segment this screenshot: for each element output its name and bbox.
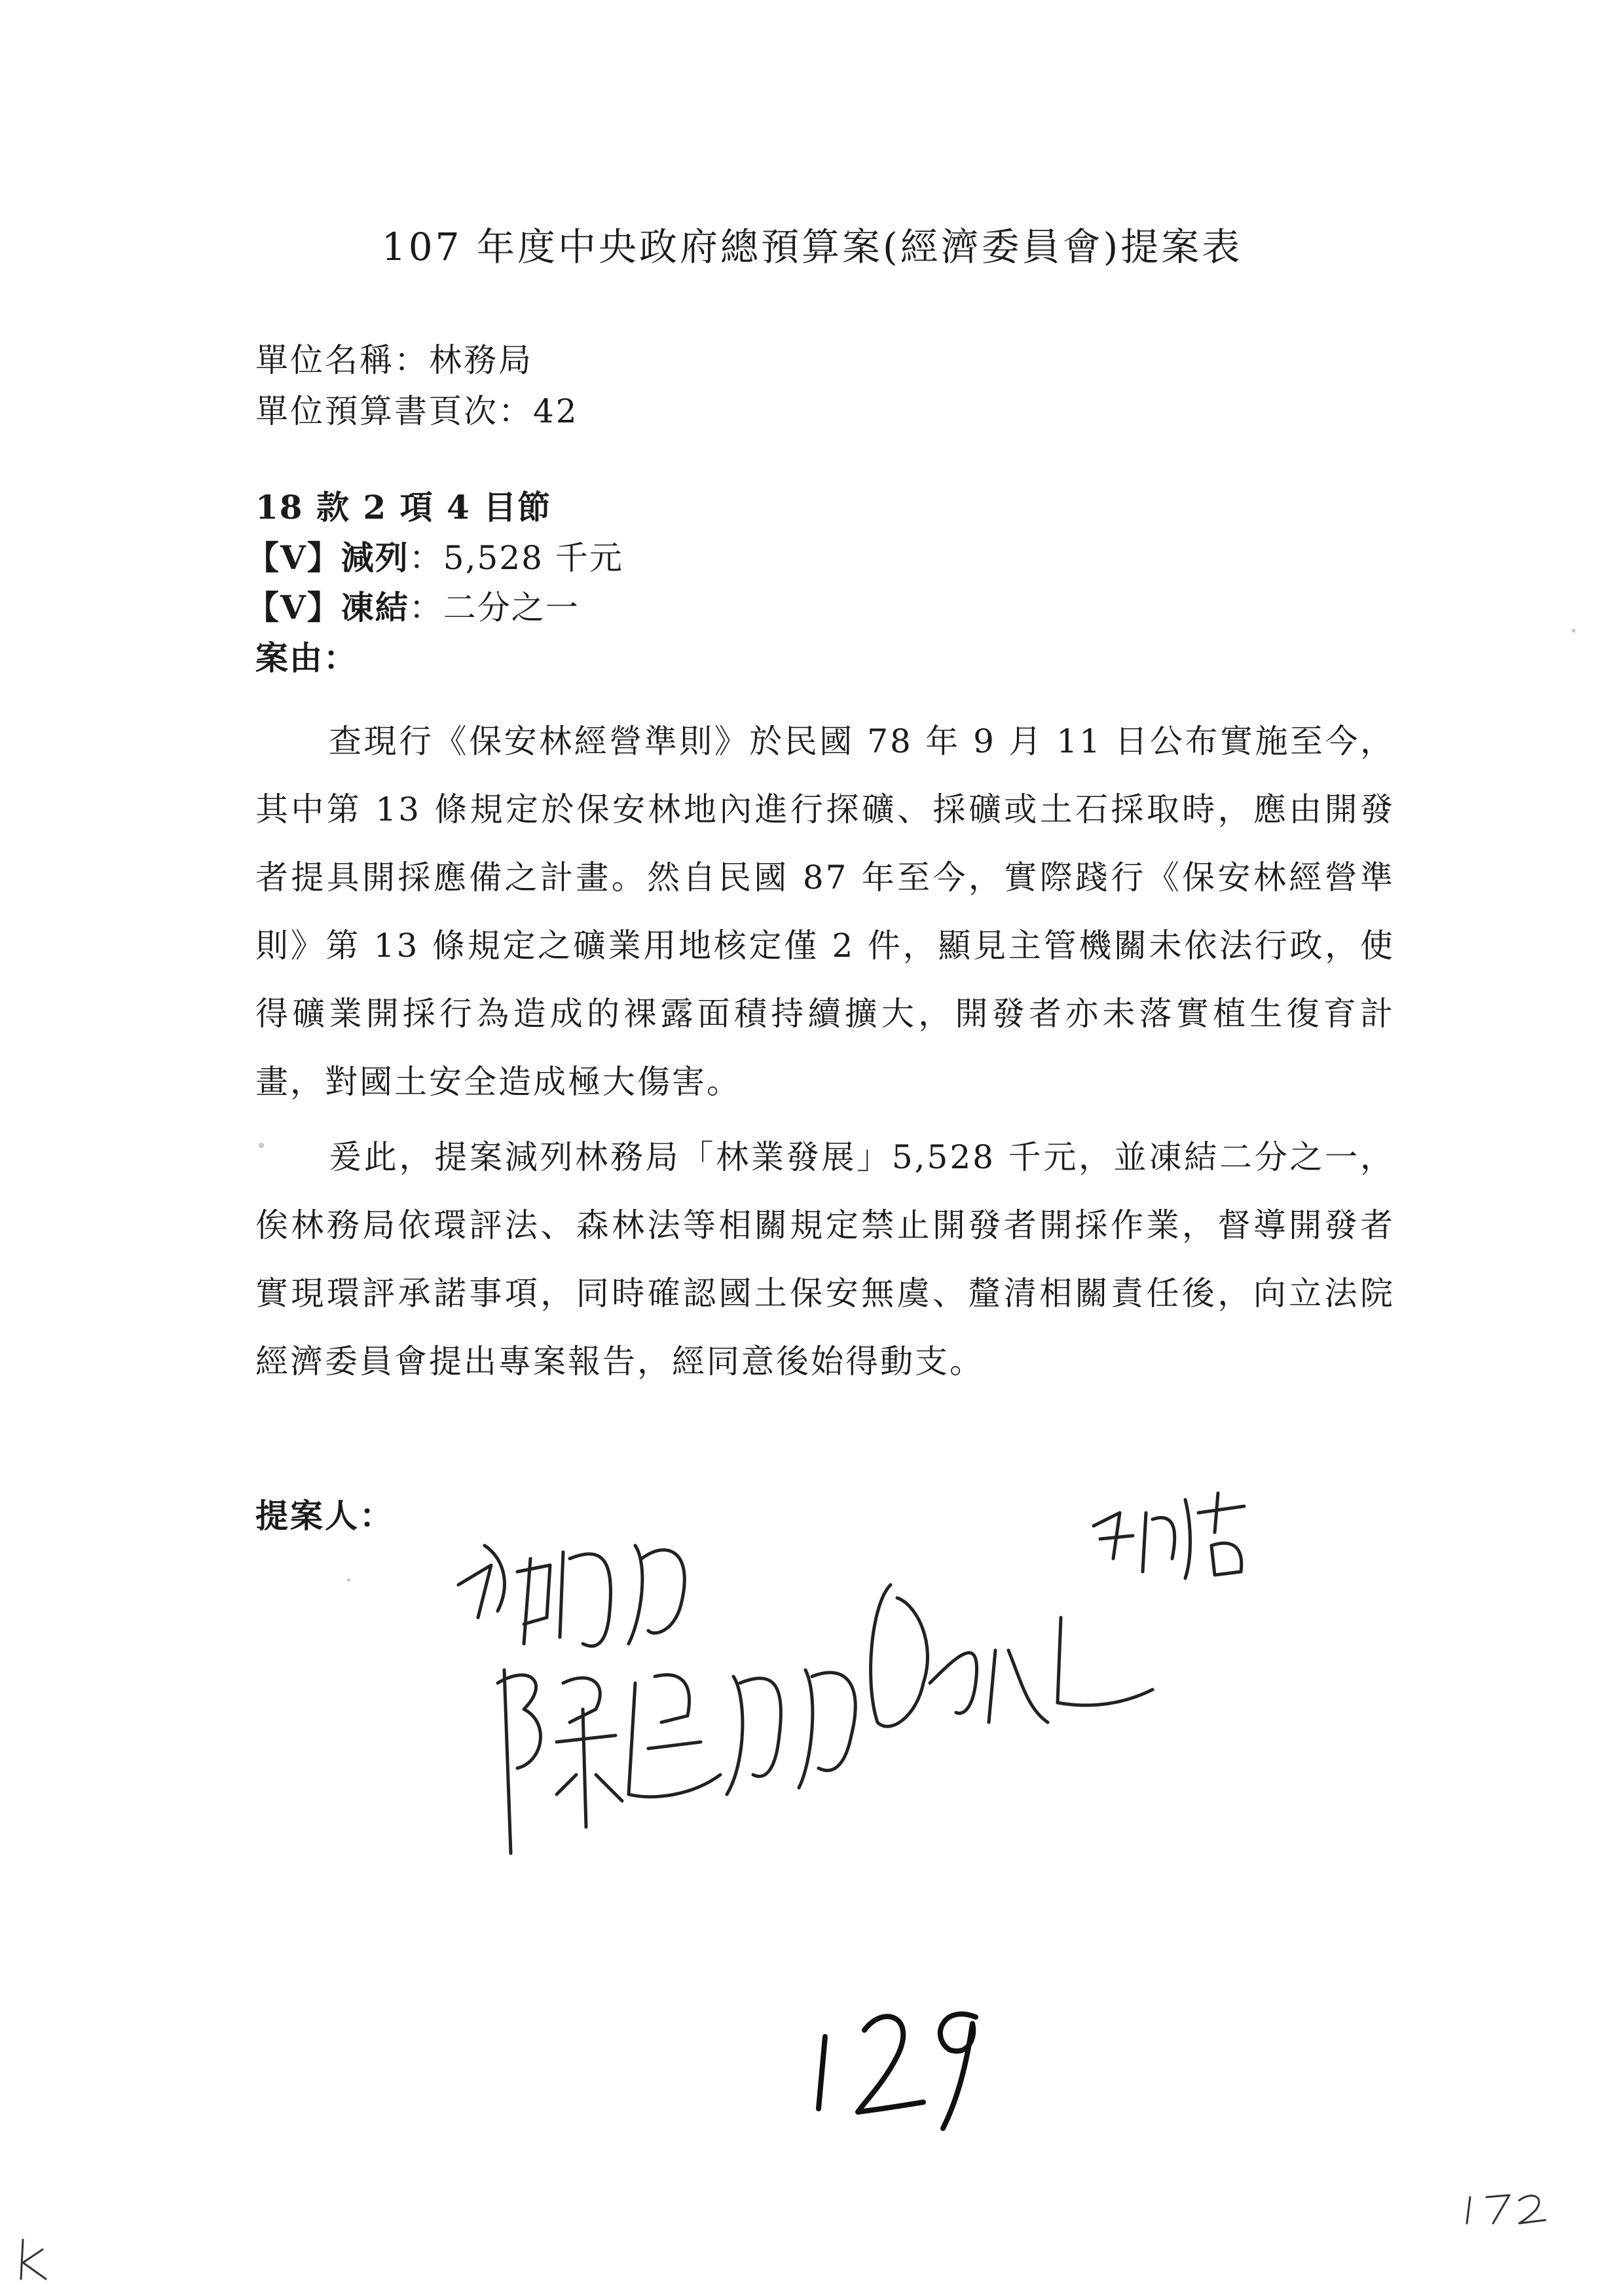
signature-1 [458,1546,684,1646]
handwritten-page-number [799,1978,995,2135]
scan-speck [347,1578,350,1582]
proposer-label: 提案人： [255,1496,394,1535]
reason-label: 案由： [255,639,358,677]
budget-item-code: 18 款 2 項 4 目節 [255,488,552,527]
reason-paragraph-1: 查現行《保安林經營準則》於民國 78 年 9 月 11 日公布實施至今，其中第 13 條規定於保安林地內進行探礦、採礦或土石採取時，應由開發者提具開採應備之計畫。然自民國 87 年至今，實際踐行《保安林經營準則》第 13 條規定之礦業用地核定僅 2 件，顯見主管機關未依法行政，使得礦業開採行為造成的裸露面積持續擴大，開發者亦未落實植生復育計畫，對國土安全造成極大傷害。 [255,722,1395,1101]
scan-speck [1572,629,1576,633]
cut-value: ：5,528 千元 [409,539,623,577]
budget-page-reference: 單位預算書頁次：42 [255,392,579,430]
corner-page-number [1460,2181,1552,2233]
corner-mark [13,2233,52,2286]
cut-line [246,532,623,579]
handwritten-signatures [419,1487,1310,1879]
freeze-label: 凍結 [341,588,409,627]
cut-checkbox-mark: 【V】 [246,538,341,577]
document-title: 107 年度中央政府總預算案(經濟委員會)提案表 [381,225,1243,269]
freeze-value: ：二分之一 [409,589,580,627]
signature-2 [498,1670,855,1853]
cut-label: 減列 [341,538,409,577]
freeze-checkbox-mark: 【V】 [246,588,341,627]
reason-paragraph-2: 爰此，提案減列林務局「林業發展」5,528 千元，並凍結二分之一，俟林務局依環評法、森林法等相關規定禁止開發者開採作業，督導開發者實現環評承諾事項，同時確認國土保安無虞、釐清相關責任後，向立法院經濟委員會提出專案報告，經同意後始得動支。 [255,1138,1395,1380]
scan-speck [259,1143,264,1148]
unit-name: 單位名稱：林務局 [255,341,533,379]
signature-4 [1094,1493,1244,1578]
freeze-line [246,582,580,629]
signature-3 [871,1585,1153,1726]
